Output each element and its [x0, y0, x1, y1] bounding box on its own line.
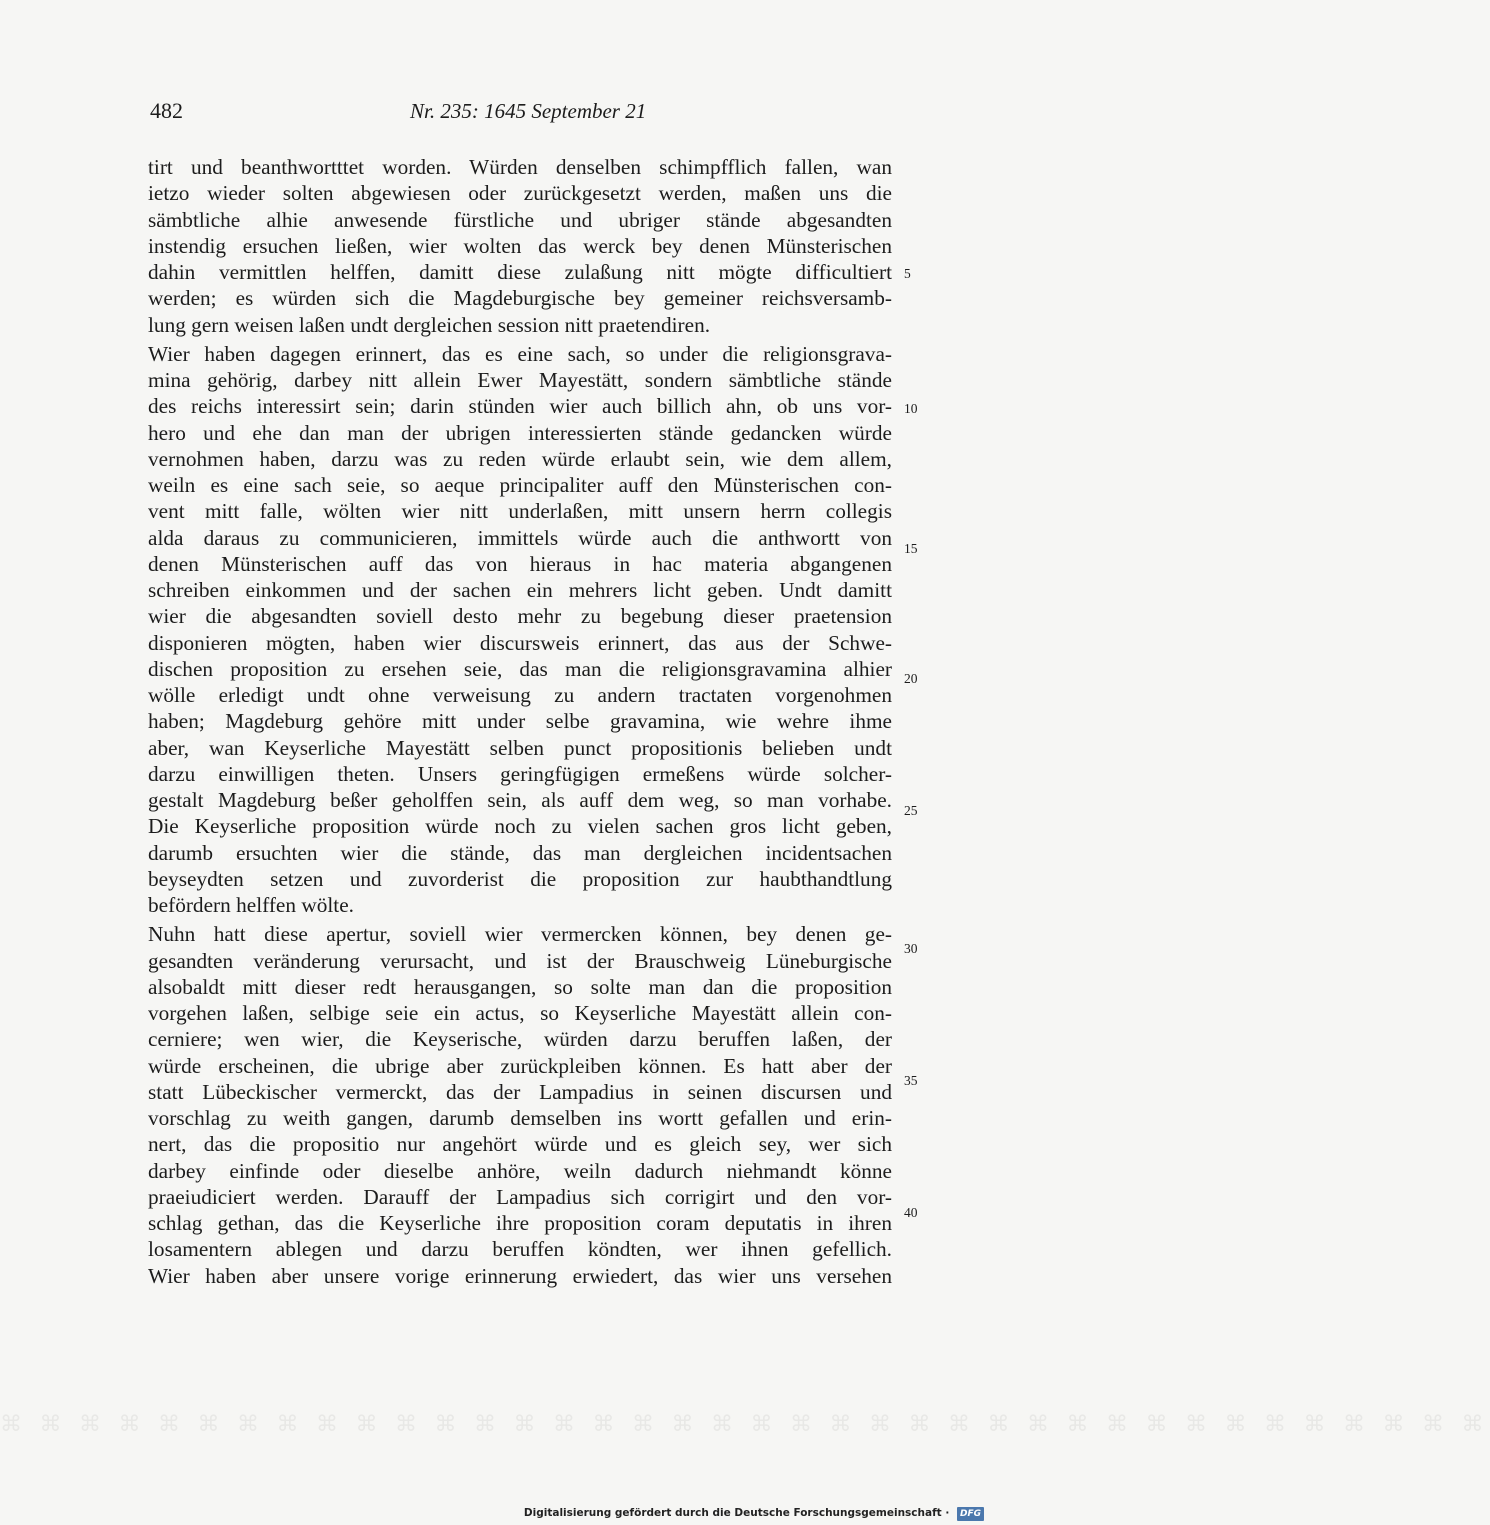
line-number: 25	[904, 803, 918, 818]
text-line: haben; Magdeburg gehöre mitt under selbe gravamina, wie wehre ihme	[148, 709, 892, 734]
dfg-logo: DFG	[957, 1507, 984, 1521]
text-line: ietzo wieder solten abgewiesen oder zurückgesetzt werden, maßen uns die	[148, 181, 892, 206]
line-number: 5	[904, 266, 911, 281]
text-line: losamentern ablegen und darzu beruffen köndten, wer ihnen gefellich.	[148, 1237, 892, 1262]
text-line: Die Keyserliche proposition würde noch zu vielen sachen gros licht geben,	[148, 814, 892, 839]
text-line: dahin vermittlen helffen, damitt diese zulaßung nitt mögte difficultiert	[148, 260, 892, 284]
text-line: aber, wan Keyserliche Mayestätt selben punct propositionis belieben undt	[148, 735, 892, 760]
text-line: alda daraus zu communicieren, immittels würde auch die anthwortt von	[148, 525, 892, 550]
text-line: werden; es würden sich die Magdeburgische bey gemeiner reichsversamb-	[148, 286, 892, 311]
line-number: 15	[904, 541, 918, 556]
text-line: wölle erledigt undt ohne verweisung zu andern tractaten vorgenohmen	[148, 683, 892, 707]
running-head: Nr. 235: 1645 September 21	[410, 99, 647, 123]
text-line: schlag gethan, das die Keyserliche ihre proposition coram deputatis in ihren	[148, 1211, 892, 1235]
footer-text: Digitalisierung gefördert durch die Deutsche Forschungsgemeinschaft	[523, 1507, 942, 1519]
text-line: wier die abgesandten soviell desto mehr zu begebung dieser praetension	[148, 604, 892, 629]
text-line: statt Lübeckischer vermerckt, das der Lampadius in seinen discursen und	[148, 1079, 892, 1104]
text-line: dischen proposition zu ersehen seie, das man die religionsgravamina alhier	[148, 656, 892, 681]
text-line: weiln es eine sach seie, so aeque principaliter auff den Münsterischen con-	[148, 473, 892, 497]
text-line: vorgehen laßen, selbige seie ein actus, so Keyserliche Mayestätt allein con-	[148, 1001, 892, 1025]
text-line: gestalt Magdeburg beßer geholffen sein, als auff dem weg, so man vorhabe.	[148, 788, 892, 812]
text-line: vorschlag zu weith gangen, darumb demselben ins wortt gefallen und erin-	[148, 1106, 892, 1130]
text-line: schreiben einkommen und der sachen ein mehrers licht geben. Undt damitt	[148, 578, 892, 602]
text-line: alsobaldt mitt dieser redt herausgangen, so solte man dan die proposition	[148, 974, 892, 999]
text-line: Wier haben dagegen erinnert, das es eine sach, so under die religionsgrava-	[148, 341, 892, 366]
document-body	[148, 154, 892, 1289]
text-line: Nuhn hatt diese apertur, soviell wier vermercken können, bey denen ge-	[148, 922, 892, 947]
text-line: sämbtliche alhie anwesende fürstliche und ubriger stände abgesandten	[148, 207, 892, 232]
text-line: mina gehörig, darbey nitt allein Ewer Mayestätt, sondern sämbtliche stände	[148, 368, 892, 392]
text-line: tirt und beanthwortttet worden. Würden denselben schimpfflich fallen, wan	[148, 155, 892, 179]
text-line: nert, das die propositio nur angehört würde und es gleich sey, wer sich	[148, 1132, 892, 1157]
text-line: hero und ehe dan man der ubrigen interessierten stände gedancken würde	[148, 420, 892, 445]
footer-credit: Digitalisierung gefördert durch die Deutsche Forschungsgemeinschaft · DFG	[524, 1506, 984, 1521]
text-line: cerniere; wen wier, die Keyserische, würden darzu beruffen laßen, der	[148, 1027, 892, 1052]
text-line: gesandten veränderung verursacht, und ist der Brauschweig Lüneburgische	[148, 948, 892, 973]
text-line: darbey einfinde oder dieselbe anhöre, weiln dadurch niehmandt könne	[148, 1158, 892, 1183]
text-line: beyseydten setzen und zuvorderist die proposition zur haubthandtlung	[148, 866, 892, 891]
text-line: lung gern weisen laßen undt dergleichen session nitt praetendiren.	[148, 312, 711, 337]
text-line: disponieren mögten, haben wier discursweis erinnert, das aus der Schwe-	[148, 630, 892, 655]
text-line: vent mitt falle, wölten wier nitt underlaßen, mitt unsern herrn collegis	[148, 499, 892, 524]
line-number: 30	[904, 941, 918, 956]
line-number: 20	[904, 671, 918, 686]
text-line: instendig ersuchen ließen, wier wolten das werck bey denen Münsterischen	[148, 233, 892, 258]
tile-pattern-icon: ⌘ ⌘ ⌘ ⌘ ⌘ ⌘ ⌘ ⌘ ⌘ ⌘ ⌘ ⌘ ⌘ ⌘ ⌘ ⌘ ⌘ ⌘ ⌘ ⌘ ⌘ ⌘ ⌘ ⌘ ⌘ ⌘ ⌘ ⌘ ⌘ ⌘ ⌘ ⌘ ⌘ ⌘ ⌘ ⌘ ⌘ ⌘	[0, 1411, 1490, 1436]
text-line: darumb ersuchten wier die stände, das man dergleichen incidentsachen	[148, 840, 892, 865]
text-line: vernohmen haben, darzu was zu reden würde erlaubt sein, wie dem allem,	[148, 446, 892, 471]
text-line: Wier haben aber unsere vorige erinnerung erwiedert, das wier uns versehen	[148, 1263, 892, 1288]
text-line: würde erscheinen, die ubrige aber zurückpleiben können. Es hatt aber der	[148, 1053, 892, 1078]
line-number: 40	[904, 1205, 918, 1220]
line-number: 10	[904, 401, 918, 416]
text-line: des reichs interessirt sein; darin stünden wier auch billich ahn, ob uns vor-	[148, 394, 892, 419]
text-line: denen Münsterischen auff das von hieraus in hac materia abgangenen	[148, 551, 892, 576]
text-line: darzu einwilligen theten. Unsers geringfügigen ermeßens würde solcher-	[148, 761, 892, 786]
line-number: 35	[904, 1073, 918, 1088]
text-line: praeiudiciert werden. Darauff der Lampadius sich corrigirt und den vor-	[148, 1184, 892, 1209]
text-line: befördern helffen wölte.	[148, 893, 354, 917]
page-number: 482	[150, 98, 183, 123]
